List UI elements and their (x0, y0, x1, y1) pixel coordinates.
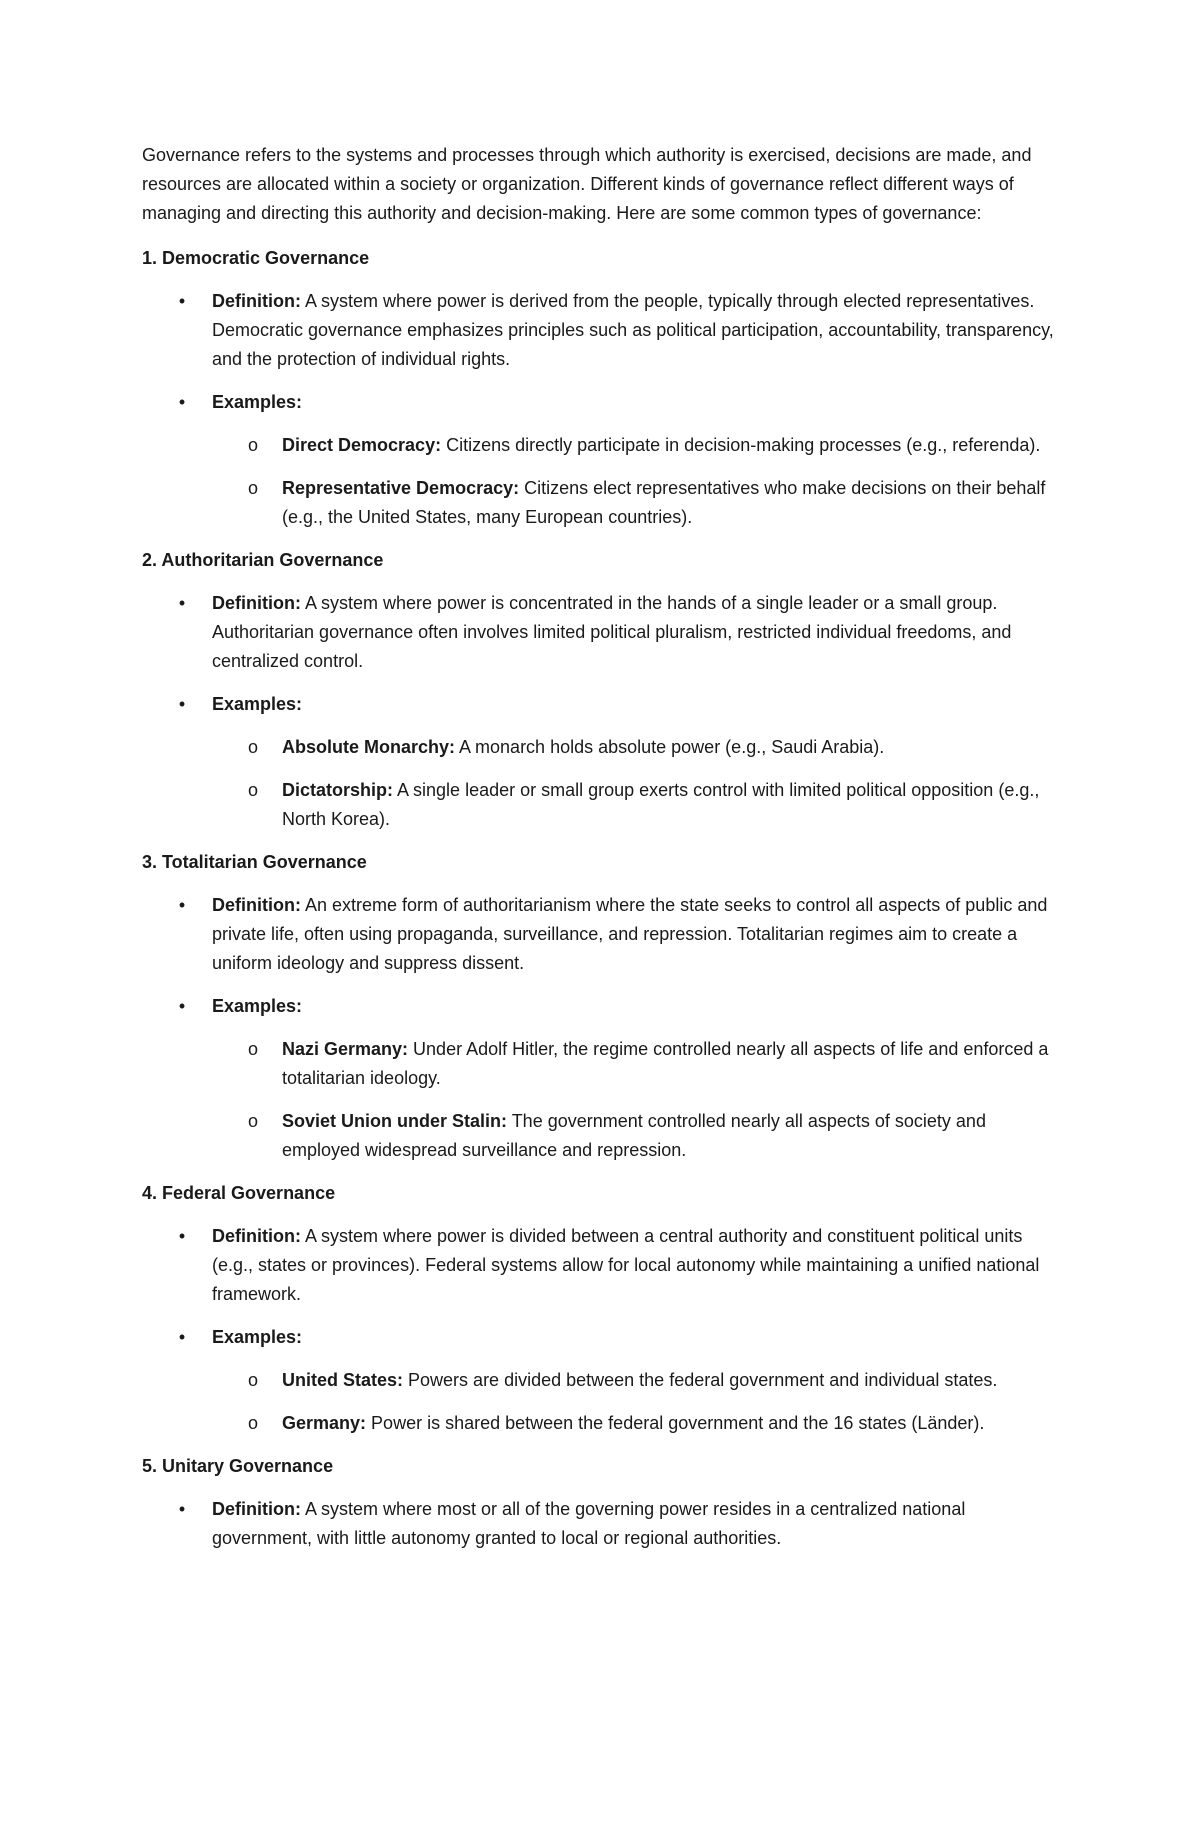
definition-text: A system where most or all of the governing power resides in a centralized national government, with little autonomy granted to local or regional authorities. (212, 1499, 966, 1548)
examples-label: Examples: (212, 996, 303, 1016)
example-item (140, 776, 1062, 834)
bullet-icon: • (178, 1499, 186, 1519)
examples-list (140, 1366, 1062, 1438)
section-heading: 5. Unitary Governance (142, 1456, 334, 1476)
sub-bullet-icon: o (248, 435, 259, 455)
bullet-icon: • (178, 392, 186, 412)
bullet-icon: • (178, 895, 186, 915)
definition-item (142, 589, 1062, 676)
section-heading: 1. Democratic Governance (142, 248, 370, 268)
example-text: A monarch holds absolute power (e.g., Saudi Arabia). (455, 737, 885, 757)
bullet-icon: • (178, 1327, 186, 1347)
section-totalitarian (142, 848, 1062, 1165)
example-item (140, 1107, 1062, 1165)
sub-bullet-icon: o (248, 737, 259, 757)
section-heading: 2. Authoritarian Governance (142, 550, 384, 570)
definition-text: A system where power is concentrated in the hands of a single leader or a small group. Authoritarian governance often involves limited political pluralism, restricted individual freedoms, and centralized control. (212, 593, 1012, 671)
example-term: Representative Democracy: (282, 478, 520, 498)
example-text: Citizens directly participate in decision-making processes (e.g., referenda). (441, 435, 1041, 455)
example-item (140, 1409, 1062, 1438)
bullet-list (142, 1495, 1062, 1553)
section-heading: 3. Totalitarian Governance (142, 852, 367, 872)
definition-text: A system where power is divided between a central authority and constituent political units (e.g., states or provinces). Federal systems allow for local autonomy while maintaining a unified national framework. (212, 1226, 1040, 1304)
definition-label: Definition: (212, 1499, 301, 1519)
definition-item (142, 1495, 1062, 1553)
definition-label: Definition: (212, 895, 301, 915)
document-page (142, 141, 1062, 1567)
section-federal (142, 1179, 1062, 1438)
definition-label: Definition: (212, 593, 301, 613)
section-unitary (142, 1452, 1062, 1553)
example-text: The government controlled nearly all aspects of society and employed widespread surveillance and repression. (282, 1111, 986, 1160)
example-item (140, 1035, 1062, 1093)
example-term: Dictatorship: (282, 780, 394, 800)
intro-paragraph: Governance refers to the systems and processes through which authority is exercised, decisions are made, and resources are allocated within a society or organization. Different kinds of governance reflect different ways of managing and directing this authority and decision-making. Here are some common types of governance: (142, 145, 1032, 223)
bullet-icon: • (178, 291, 186, 311)
examples-list (140, 431, 1062, 532)
examples-list (140, 1035, 1062, 1165)
example-term: United States: (282, 1370, 404, 1390)
section-democratic (142, 244, 1062, 532)
example-term: Soviet Union under Stalin: (282, 1111, 508, 1131)
definition-item (142, 287, 1062, 374)
definition-item (142, 1222, 1062, 1309)
sub-bullet-icon: o (248, 1039, 259, 1059)
bullet-icon: • (178, 694, 186, 714)
definition-text: An extreme form of authoritarianism where the state seeks to control all aspects of public and private life, often using propaganda, surveillance, and repression. Totalitarian regimes aim to create a uniform ideology and suppress dissent. (212, 895, 1048, 973)
example-text: Under Adolf Hitler, the regime controlled nearly all aspects of life and enforced a totalitarian ideology. (282, 1039, 1049, 1088)
sub-bullet-icon: o (248, 780, 259, 800)
sub-bullet-icon: o (248, 1413, 259, 1433)
section-authoritarian (142, 546, 1062, 834)
example-item (140, 431, 1062, 460)
sub-bullet-icon: o (248, 1370, 259, 1390)
example-text: Powers are divided between the federal government and individual states. (403, 1370, 998, 1390)
example-term: Germany: (282, 1413, 367, 1433)
example-item (140, 474, 1062, 532)
bullet-icon: • (178, 1226, 186, 1246)
definition-label: Definition: (212, 291, 301, 311)
examples-list (140, 733, 1062, 834)
example-term: Nazi Germany: (282, 1039, 409, 1059)
examples-label: Examples: (212, 694, 303, 714)
example-item (140, 1366, 1062, 1395)
definition-item (142, 891, 1062, 978)
example-term: Absolute Monarchy: (282, 737, 456, 757)
definition-label: Definition: (212, 1226, 301, 1246)
example-text: A single leader or small group exerts control with limited political opposition (e.g., North Korea). (282, 780, 1040, 829)
bullet-list (142, 1222, 1062, 1438)
examples-item (142, 1323, 1062, 1438)
example-item (140, 733, 1062, 762)
bullet-icon: • (178, 593, 186, 613)
bullet-list (142, 589, 1062, 834)
definition-text: A system where power is derived from the people, typically through elected representatives. Democratic governance emphasizes principles such as political participation, accountability, transparency, and the protection of individual rights. (212, 291, 1054, 369)
examples-item (142, 690, 1062, 834)
bullet-icon: • (178, 996, 186, 1016)
bullet-list (142, 891, 1062, 1165)
examples-item (142, 388, 1062, 532)
bullet-list (142, 287, 1062, 532)
example-text: Citizens elect representatives who make decisions on their behalf (e.g., the United States, many European countries). (282, 478, 1046, 527)
examples-label: Examples: (212, 392, 303, 412)
examples-item (142, 992, 1062, 1165)
section-heading: 4. Federal Governance (142, 1183, 336, 1203)
example-text: Power is shared between the federal government and the 16 states (Länder). (366, 1413, 985, 1433)
sub-bullet-icon: o (248, 478, 259, 498)
sub-bullet-icon: o (248, 1111, 259, 1131)
example-term: Direct Democracy: (282, 435, 442, 455)
examples-label: Examples: (212, 1327, 303, 1347)
